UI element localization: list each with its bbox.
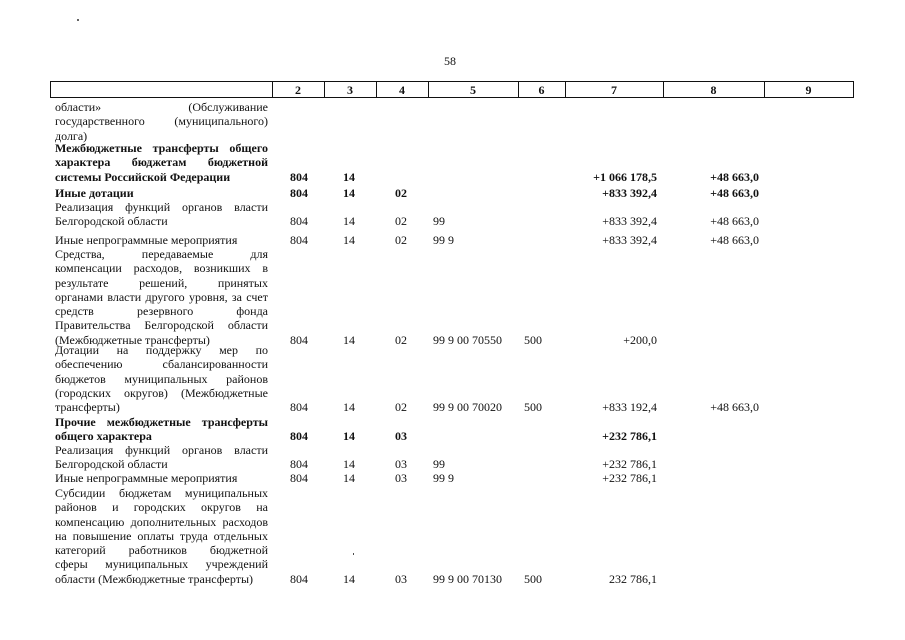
cell-col-7: +833 392,4	[602, 186, 657, 200]
cell-col-6: 500	[524, 400, 542, 415]
cell-col-4: 03	[395, 471, 407, 485]
row-description	[55, 141, 268, 184]
header-cell: 9	[764, 81, 854, 98]
cell-col-8: +48 663,0	[710, 233, 759, 247]
scan-speck	[77, 19, 79, 21]
row-description	[55, 443, 268, 472]
description-line: Реализация функций органов власти	[55, 200, 268, 214]
row-description	[55, 471, 268, 485]
header-cell: 8	[663, 81, 765, 98]
header-cell	[50, 81, 273, 98]
cell-col-3: 14	[343, 186, 355, 200]
cell-col-3: 14	[343, 214, 355, 229]
cell-col-7: +833 392,4	[602, 233, 657, 247]
cell-col-8: +48 663,0	[710, 400, 759, 415]
cell-col-5: 99 9 00 70130	[433, 571, 502, 586]
cell-col-7: +200,0	[623, 332, 657, 347]
description-line: (городских округов) (Межбюджетные	[55, 385, 268, 400]
description-line: характера бюджетам бюджетной	[55, 155, 268, 170]
cell-col-4: 02	[395, 214, 407, 229]
description-line: Иные непрограммные мероприятия	[55, 233, 238, 247]
cell-col-5: 99 9	[433, 233, 454, 247]
cell-col-4: 03	[395, 571, 407, 586]
page-number: 58	[444, 54, 456, 68]
cell-col-7: +833 392,4	[602, 214, 657, 229]
cell-col-8: +48 663,0	[710, 214, 759, 229]
description-line: Белгородской области	[55, 457, 168, 472]
cell-col-2: 804	[290, 169, 308, 184]
cell-col-7: +232 786,1	[602, 457, 657, 472]
cell-col-3: 14	[343, 332, 355, 347]
cell-col-7: 232 786,1	[609, 571, 657, 586]
row-description	[55, 247, 268, 347]
header-cell: 7	[565, 81, 664, 98]
description-line: бюджетов муниципальных районов	[55, 371, 268, 386]
cell-col-4: 02	[395, 400, 407, 415]
row-description	[55, 100, 268, 143]
cell-col-3: 14	[343, 169, 355, 184]
description-line: категорий работников бюджетной	[55, 543, 268, 558]
description-line: области (Межбюджетные трансферты)	[55, 571, 254, 586]
description-line: долга)	[55, 128, 88, 143]
description-line: Дотации на поддержку мер по	[55, 343, 268, 357]
description-line: государственного (муниципального)	[55, 114, 268, 129]
header-cell: 3	[324, 81, 377, 98]
cell-col-5: 99	[433, 214, 445, 229]
description-line: Иные дотации	[55, 186, 134, 200]
cell-col-7: +232 786,1	[602, 429, 657, 444]
cell-col-2: 804	[290, 400, 308, 415]
cell-col-7: +1 066 178,5	[593, 169, 657, 184]
cell-col-4: 02	[395, 233, 407, 247]
cell-col-5: 99 9	[433, 471, 454, 485]
description-line: Средства, передаваемые для	[55, 247, 268, 261]
row-description	[55, 200, 268, 229]
description-line: результате решений, принятых	[55, 275, 268, 290]
description-line: общего характера	[55, 429, 152, 444]
row-description	[55, 343, 268, 414]
header-cell: 5	[428, 81, 519, 98]
cell-col-8: +48 663,0	[710, 186, 759, 200]
cell-col-3: 14	[343, 571, 355, 586]
header-cell: 6	[518, 81, 566, 98]
description-line: Реализация функций органов власти	[55, 443, 268, 457]
row-description	[55, 186, 268, 200]
cell-col-2: 804	[290, 457, 308, 472]
description-line: сферы муниципальных учреждений	[55, 557, 268, 572]
cell-col-2: 804	[290, 233, 308, 247]
description-line: Субсидии бюджетам муниципальных	[55, 486, 268, 500]
description-line: компенсации расходов, возникших в	[55, 261, 268, 276]
cell-col-2: 804	[290, 332, 308, 347]
cell-col-2: 804	[290, 429, 308, 444]
cell-col-2: 804	[290, 186, 308, 200]
cell-col-6: 500	[524, 571, 542, 586]
cell-col-8: +48 663,0	[710, 169, 759, 184]
description-line: Правительства Белгородской области	[55, 318, 268, 333]
cell-col-7: +833 192,4	[602, 400, 657, 415]
cell-col-3: 14	[343, 400, 355, 415]
cell-col-7: +232 786,1	[602, 471, 657, 485]
cell-col-4: 03	[395, 429, 407, 444]
row-description	[55, 233, 268, 247]
cell-col-4: 02	[395, 332, 407, 347]
cell-col-3: 14	[343, 471, 355, 485]
description-line: трансферты)	[55, 400, 120, 415]
scan-speck	[353, 553, 354, 555]
description-line: Межбюджетные трансферты общего	[55, 141, 268, 155]
cell-col-2: 804	[290, 571, 308, 586]
cell-col-4: 02	[395, 186, 407, 200]
cell-col-5: 99 9 00 70020	[433, 400, 502, 415]
description-line: Иные непрограммные мероприятия	[55, 471, 238, 485]
description-line: системы Российской Федерации	[55, 169, 231, 184]
description-line: компенсацию дополнительных расходов	[55, 514, 268, 529]
description-line: Белгородской области	[55, 214, 168, 229]
cell-col-6: 500	[524, 332, 542, 347]
cell-col-5: 99 9 00 70550	[433, 332, 502, 347]
cell-col-5: 99	[433, 457, 445, 472]
cell-col-2: 804	[290, 471, 308, 485]
cell-col-2: 804	[290, 214, 308, 229]
description-line: районов и городских округов на	[55, 500, 268, 515]
description-line: органами власти другого уровня, за счет	[55, 289, 268, 304]
description-line: обеспечению сбалансированности	[55, 357, 268, 372]
cell-col-3: 14	[343, 457, 355, 472]
header-cell: 4	[376, 81, 429, 98]
description-line: области» (Обслуживание	[55, 100, 268, 114]
cell-col-3: 14	[343, 233, 355, 247]
description-line: на повышение оплаты труда отдельных	[55, 528, 268, 543]
cell-col-4: 03	[395, 457, 407, 472]
description-line: (Межбюджетные трансферты)	[55, 332, 210, 347]
header-cell: 2	[272, 81, 325, 98]
description-line: средств резервного фонда	[55, 304, 268, 319]
description-line: Прочие межбюджетные трансферты	[55, 415, 268, 429]
cell-col-3: 14	[343, 429, 355, 444]
row-description	[55, 486, 268, 586]
row-description	[55, 415, 268, 444]
